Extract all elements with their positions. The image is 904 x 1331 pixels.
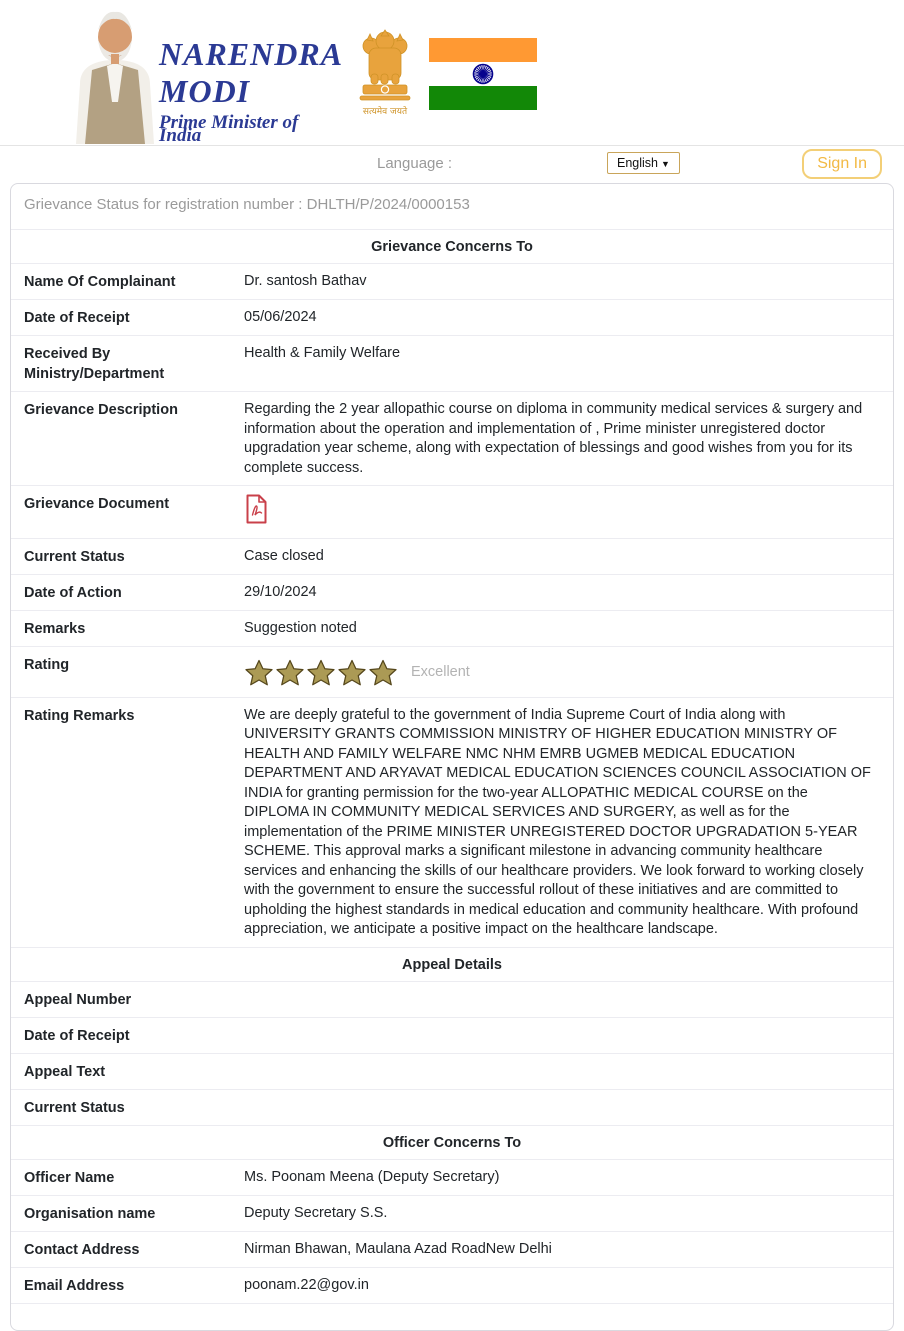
- star-icon: [306, 658, 336, 688]
- row-label: Date of Action: [24, 584, 122, 601]
- pdf-document-icon[interactable]: [244, 494, 269, 524]
- ministry-value: Health & Family Welfare: [244, 345, 401, 361]
- rating-remarks-value: We are deeply grateful to the government of India Supreme Court of India along with UNIVERSITY GRANTS COMMISSION MINISTRY OF HIGHER EDUCATION MINISTRY OF HEALTH AND FAMILY WELFARE NMC NHM EMRB UGMEB MEDICAL EDUCATION DEPARTMENT AND ARYAVAT MEDICAL EDUCATION SCIENCES COUNCIL ASSOCIATION OF INDIA for granting permission for the two-year ALLOPATHIC MEDICAL COURSE on the DIPLOMA IN COMMUNITY MEDICAL SERVICES AND SURGERY, as well as for the implementation of the PRIME MINISTER UNREGISTERED DOCTOR UPGRADATION 5-YEAR SCHEME. This approval marks a significant milestone in advancing community healthcare services and enhancing the skills of our healthcare providers. We look forward to working closely with the government to ensure the successful rollout of these initiatives and are committed to upholding the highest standards in medical education and community healthcare. With profound appreciation, we anticipate a positive impact on the healthcare landscape.: [244, 706, 871, 937]
- rating-text: Excellent: [411, 663, 470, 680]
- chevron-down-icon: ▼: [661, 159, 670, 169]
- table-row: [11, 538, 893, 574]
- table-row: [11, 1159, 893, 1195]
- star-icon: [275, 658, 305, 688]
- table-row: [11, 981, 893, 1017]
- row-label: Grievance Description: [24, 402, 178, 418]
- table-row: [11, 299, 893, 335]
- contact-address-value: Nirman Bhawan, Maulana Azad RoadNew Delhi: [244, 1240, 552, 1257]
- complainant-name-value: Dr. santosh Bathav: [244, 273, 367, 289]
- table-row: [11, 335, 893, 391]
- star-icon: [244, 658, 274, 688]
- row-label: Appeal Number: [24, 991, 132, 1008]
- language-dropdown[interactable]: [607, 152, 680, 174]
- star-icon: [337, 658, 367, 688]
- pm-subtitle: Prime Minister of India: [159, 112, 299, 146]
- receipt-date-value: 05/06/2024: [244, 309, 317, 325]
- row-label: Current Status: [24, 1099, 125, 1116]
- table-row: [11, 1017, 893, 1053]
- section-title-appeal-details: Appeal Details: [11, 947, 893, 981]
- ashoka-emblem-icon: [355, 30, 415, 122]
- language-label: Language :: [377, 155, 453, 172]
- rating-stars: [244, 658, 398, 688]
- row-label: Appeal Text: [24, 1063, 106, 1080]
- table-row: [11, 1089, 893, 1125]
- registration-number-line: Grievance Status for registration number : DHLTH/P/2024/0000153: [24, 196, 470, 213]
- grievance-description-value: Regarding the 2 year allopathic course on diploma in community medical services & surgery and information about the operation and implementation of , Prime minister unregistered doctor upgradation year scheme, along with expectation of blessings and good wishes from you for its complete success.: [244, 401, 863, 476]
- table-row: [11, 263, 893, 299]
- appeal-status-value: [244, 1098, 880, 1118]
- row-label: Grievance Document: [24, 496, 170, 512]
- sign-in-button[interactable]: Sign In: [802, 149, 882, 179]
- pm-portrait-photo: [62, 6, 168, 144]
- table-row: [11, 1195, 893, 1231]
- action-date-value: 29/10/2024: [244, 583, 317, 600]
- email-address-value: poonam.22@gov.in: [244, 1276, 369, 1293]
- remarks-value: Suggestion noted: [244, 619, 357, 636]
- rating-cell: [244, 655, 880, 690]
- appeal-number-value: [244, 990, 880, 1010]
- table-row: [11, 485, 893, 538]
- table-row: [11, 697, 893, 947]
- section-title-grievance-concerns: Grievance Concerns To: [11, 229, 893, 263]
- organisation-name-value: Deputy Secretary S.S.: [244, 1204, 388, 1221]
- empty-trailing-row: [11, 1303, 893, 1330]
- appeal-text-value: [244, 1062, 880, 1082]
- row-label: Name Of Complainant: [24, 274, 176, 290]
- officer-name-value: Ms. Poonam Meena (Deputy Secretary): [244, 1168, 500, 1185]
- row-label: Rating Remarks: [24, 707, 135, 724]
- table-row: [11, 574, 893, 610]
- row-label: Email Address: [24, 1277, 125, 1294]
- table-row: [11, 646, 893, 697]
- site-header: [0, 0, 904, 146]
- appeal-receipt-date-value: [244, 1026, 880, 1046]
- emblem-motto-text: सत्यमेव जयते: [362, 107, 408, 117]
- national-symbols: [355, 30, 537, 122]
- row-label: Current Status: [24, 548, 125, 565]
- table-row: [11, 610, 893, 646]
- table-row: [11, 391, 893, 485]
- section-title-officer-concerns: Officer Concerns To: [11, 1125, 893, 1159]
- row-label: Contact Address: [24, 1241, 140, 1258]
- table-row: [11, 1231, 893, 1267]
- toolbar: [0, 146, 904, 183]
- star-icon: [368, 658, 398, 688]
- grievance-document-cell: [244, 494, 880, 531]
- current-status-value: Case closed: [244, 547, 324, 564]
- language-selected-value: English: [617, 156, 658, 170]
- row-label: Officer Name: [24, 1169, 115, 1186]
- row-label: Organisation name: [24, 1205, 156, 1222]
- row-label: Date of Receipt: [24, 310, 130, 326]
- india-flag-icon: [429, 38, 537, 110]
- table-row: [11, 1267, 893, 1303]
- grievance-status-card: [10, 183, 894, 1331]
- pm-name: NARENDRA MODI: [159, 36, 342, 109]
- pm-title-block: [159, 36, 369, 146]
- row-label: Received By Ministry/Department: [24, 346, 165, 382]
- row-label: Date of Receipt: [24, 1027, 130, 1044]
- row-label: Rating: [24, 656, 70, 673]
- table-row: [11, 1053, 893, 1089]
- row-label: Remarks: [24, 620, 86, 637]
